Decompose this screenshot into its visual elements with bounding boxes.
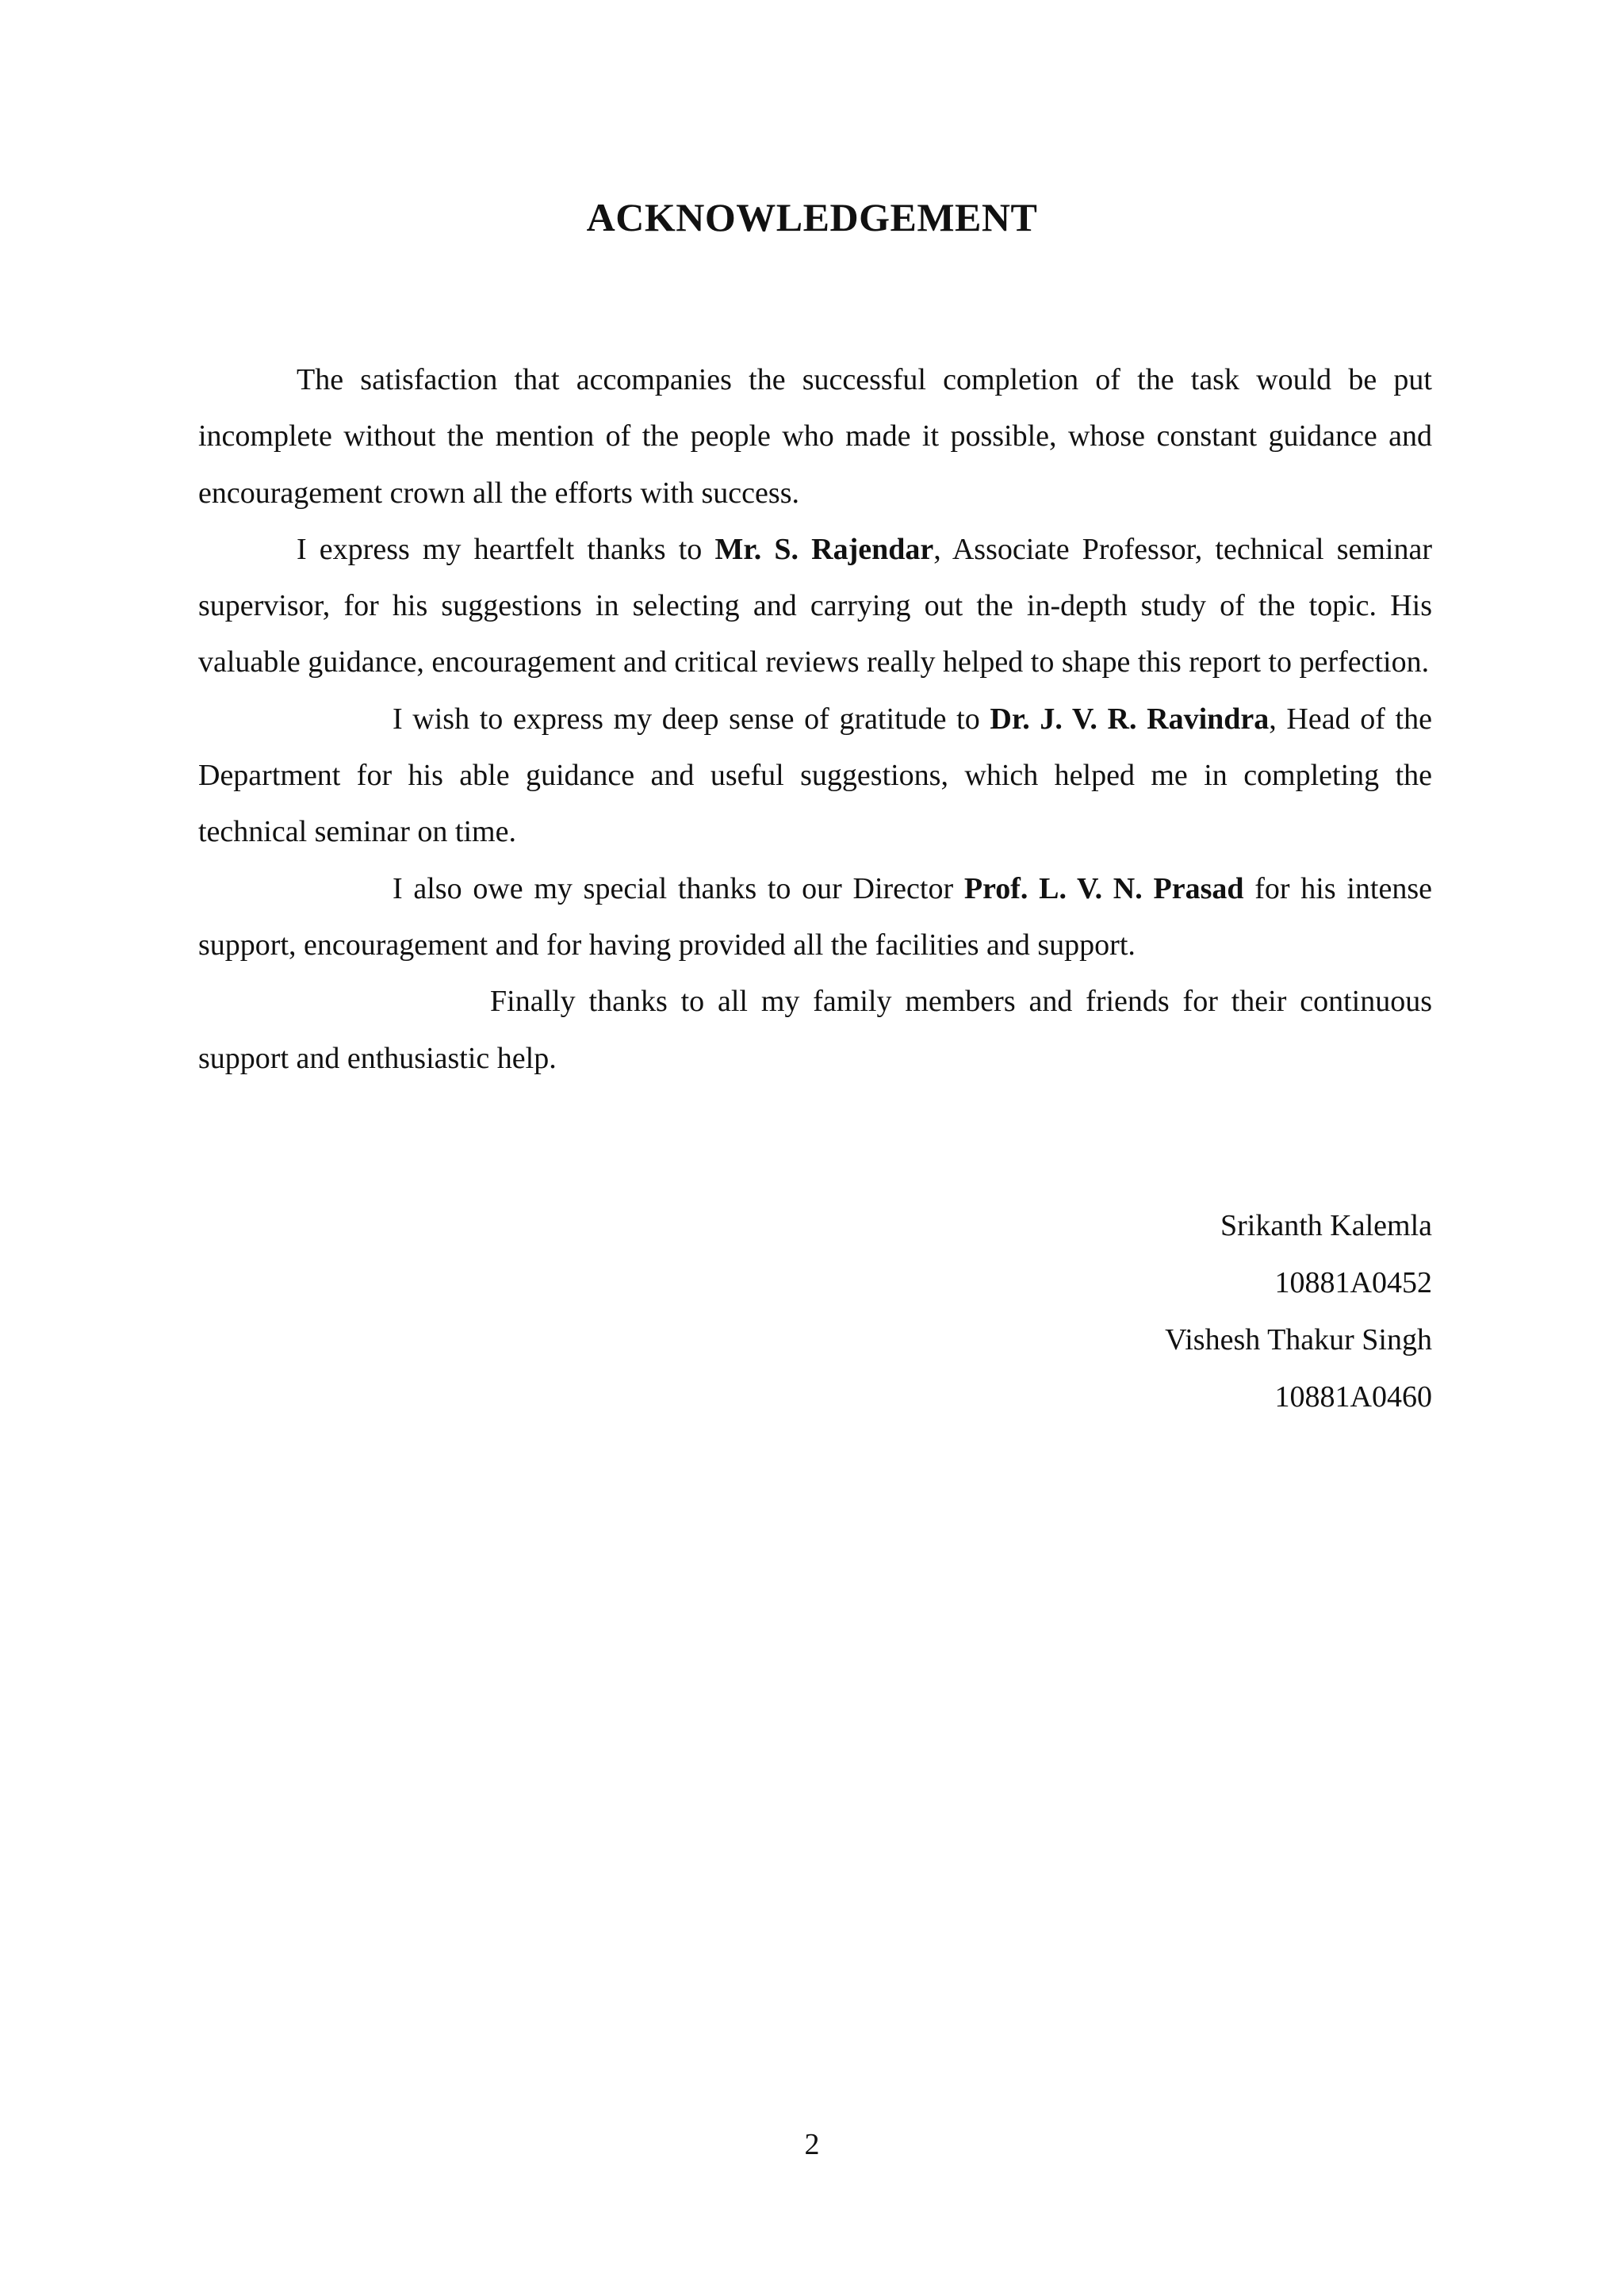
page-title: ACKNOWLEDGEMENT	[586, 195, 1038, 239]
page-number: 2	[804, 2128, 820, 2161]
supervisor-name: Mr. S. Rajendar	[714, 532, 934, 566]
paragraph-text: The satisfaction that accompanies the successful completion of the task would be put incomplete without the mention of the people who made it possible, whose constant guidance and encouragement crown all the efforts with success.	[198, 363, 1432, 510]
paragraph-text: Finally thanks to all my family members and friends for their continuous support and enthusiastic help.	[198, 985, 1432, 1075]
director-name: Prof. L. V. N. Prasad	[963, 871, 1244, 905]
paragraph-text-rest: , Head of the Department for his able guidance and useful suggestions, which helped me in completing the technical seminar on time.	[198, 702, 1432, 849]
paragraph-text-lead: I wish to express my deep sense of gratitude to	[393, 702, 990, 736]
paragraph-satisfaction	[198, 352, 1432, 522]
paragraph-supervisor-thanks	[198, 522, 1432, 691]
author-name-2: Vishesh Thakur Singh	[1165, 1323, 1432, 1357]
paragraph-text-lead: I also owe my special thanks to our Director	[393, 871, 964, 905]
paragraph-hod-thanks	[198, 691, 1432, 861]
author-name-1: Srikanth Kalemla	[1220, 1209, 1432, 1242]
paragraph-family-thanks	[198, 974, 1432, 1087]
hod-name: Dr. J. V. R. Ravindra	[990, 702, 1270, 736]
paragraph-text-lead: I express my heartfelt thanks to	[297, 532, 715, 566]
author-roll-number-2: 10881A0460	[1274, 1380, 1432, 1414]
paragraph-text-rest: , Associate Professor, technical seminar supervisor, for his suggestions in selecting and carrying out the in-depth study of the topic. His valuable guidance, encouragement and critical reviews really helped to shape this report to perfection.	[198, 532, 1432, 679]
paragraph-director-thanks	[198, 861, 1432, 974]
author-roll-number-1: 10881A0452	[1274, 1266, 1432, 1299]
paragraph-text-rest: for his intense support, encouragement and for having provided all the facilities and support.	[198, 871, 1432, 962]
signature-block	[1165, 1197, 1432, 1425]
acknowledgement-body	[198, 352, 1432, 1087]
